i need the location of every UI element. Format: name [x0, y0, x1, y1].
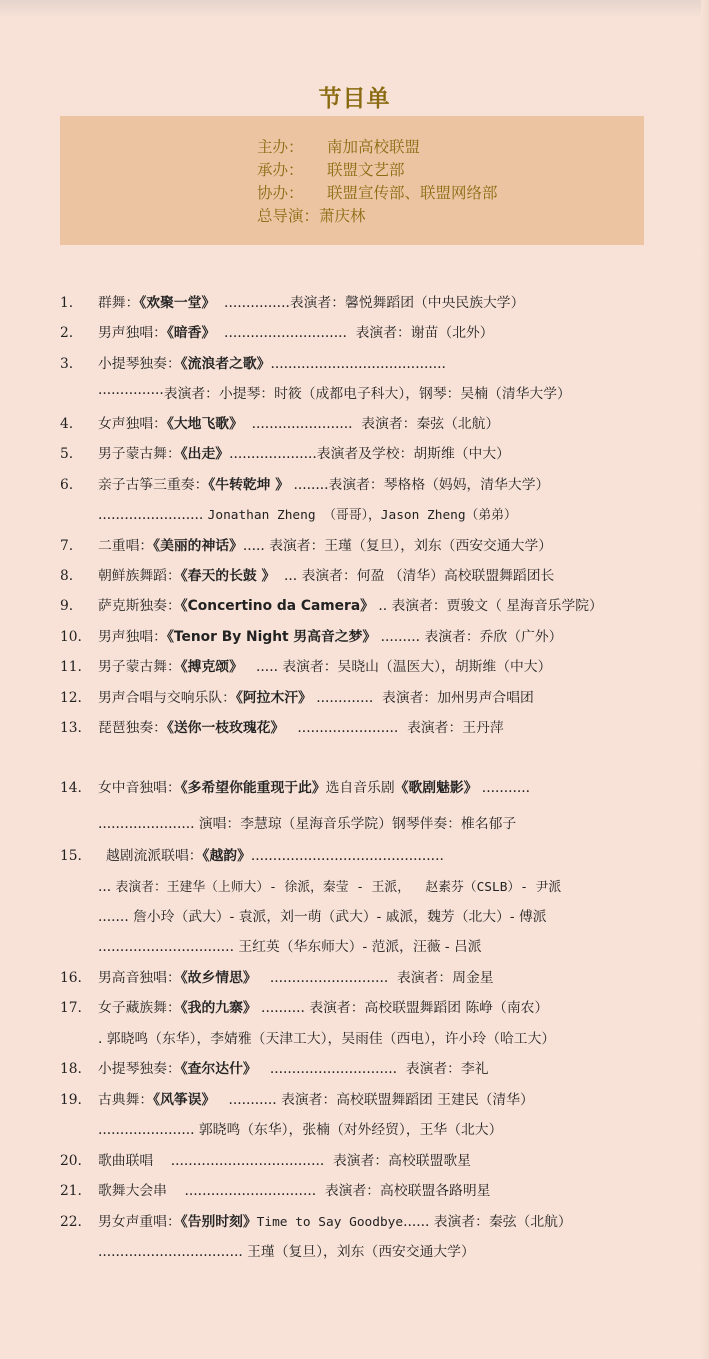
program-performers: 表演者：高校联盟舞蹈团 陈峥（南农） — [309, 1000, 549, 1016]
program-type: 女声独唱： — [98, 416, 167, 432]
program-row — [0, 474, 709, 496]
dot-leader: ........... — [477, 780, 531, 796]
program-performers: 表演者：高校联盟歌星 — [333, 1153, 471, 1169]
program-performers: 表演者：谢苗（北外） — [355, 325, 494, 341]
program-title: 《查尔达什》 — [180, 1061, 257, 1077]
dot-leader: ......... — [376, 629, 425, 645]
program-row — [0, 626, 709, 648]
program-number: 16. — [60, 970, 82, 986]
organizer-value: 南加高校联盟 — [327, 138, 421, 156]
program-type: 琵琶独奏： — [98, 720, 167, 736]
program-title: 《欢聚一堂》 — [139, 295, 216, 311]
program-title: 《我的九寨》 — [180, 1000, 257, 1016]
program-title: 《故乡情思》 — [180, 970, 257, 986]
program-content — [98, 1150, 643, 1172]
program-number: 14. — [60, 780, 82, 796]
program-type: 女子藏族舞： — [98, 1000, 181, 1016]
dot-leader: ............................ — [215, 325, 356, 341]
program-row — [0, 1150, 709, 1172]
program-performers: 郭晓鸣（东华），张楠（对外经贸），王华（北大） — [198, 1122, 503, 1138]
program-type: 女中音独唱： — [98, 780, 181, 796]
program-title-secondary: 《歌剧魅影》 — [394, 780, 478, 796]
program-number: 9. — [60, 598, 74, 614]
program-row — [0, 876, 709, 898]
dot-leader: ... — [275, 568, 302, 584]
dot-leader: ............................................ — [250, 848, 444, 864]
program-type: 男声独唱： — [98, 629, 167, 645]
program-row — [0, 845, 709, 867]
program-content — [98, 687, 643, 709]
program-row — [0, 777, 709, 799]
dot-leader: ............. — [311, 690, 383, 706]
dot-leader: ....................... — [284, 720, 408, 736]
program-title: 《Concertino da Camera》 — [180, 598, 374, 614]
program-performers: 表演者：高校联盟各路明星 — [324, 1183, 491, 1199]
program-row — [0, 1058, 709, 1080]
dot-leader: .................... — [229, 446, 317, 462]
program-title: 《暗香》 — [166, 325, 216, 341]
dot-leader: ........ — [289, 477, 329, 493]
program-row — [0, 292, 709, 314]
program-row — [0, 936, 709, 958]
program-number: 15. — [60, 848, 82, 864]
program-title: 《牛转乾坤 》 — [208, 477, 290, 493]
program-row — [0, 997, 709, 1019]
program-number: 4. — [60, 416, 74, 432]
program-performers: 表演者：秦弦（北航） — [433, 1214, 572, 1230]
program-row — [0, 1089, 709, 1111]
program-content — [98, 443, 643, 465]
dot-leader: .............................. — [166, 1183, 325, 1199]
organizer-label: 协办： — [257, 184, 304, 202]
program-performers: 表演者：馨悦舞蹈团（中央民族大学） — [289, 295, 525, 311]
program-content — [98, 353, 643, 375]
program-content — [98, 413, 643, 435]
dot-leader: ...... — [403, 1214, 434, 1230]
program-row — [0, 595, 709, 617]
program-performers: 表演者：贾骏文（ 星海音乐学院） — [391, 598, 603, 614]
program-content — [98, 1028, 643, 1050]
program-performers: 表演者：加州男声合唱团 — [382, 690, 534, 706]
program-content — [98, 906, 643, 928]
dot-leader: ...................... — [98, 1122, 199, 1138]
program-type: 男声合唱与交响乐队： — [98, 690, 236, 706]
dot-leader: ................................... — [153, 1153, 333, 1169]
program-content — [98, 595, 643, 617]
program-type: 萨克斯独奏： — [98, 598, 181, 614]
program-number: 22. — [60, 1214, 82, 1230]
program-title: 《流浪者之歌》 — [180, 356, 271, 372]
organizer-value: 联盟宣传部、联盟网络部 — [327, 184, 498, 202]
program-content — [98, 1089, 643, 1111]
program-type: 歌舞大会串 — [98, 1183, 167, 1199]
program-number: 21. — [60, 1183, 82, 1199]
program-number: 2. — [60, 325, 74, 341]
program-content — [98, 1058, 643, 1080]
program-number: 6. — [60, 477, 74, 493]
program-row — [0, 443, 709, 465]
dot-leader: ....... — [98, 909, 134, 925]
program-row — [0, 322, 709, 344]
program-type: 男子蒙古舞： — [98, 659, 181, 675]
program-title: 《越韵》 — [202, 848, 251, 864]
program-title: 《告别时刻》 — [180, 1214, 257, 1230]
program-performers: 演唱：李慧琼（星海音乐学院）钢琴伴奏：椎名郁子 — [198, 816, 517, 832]
dot-leader: ........... — [215, 1092, 282, 1108]
dot-leader: . — [98, 1031, 107, 1047]
page-title: 节目单 — [318, 86, 391, 112]
dot-leader: ............................... — [98, 939, 239, 955]
program-performers: 表演者：小提琴：时筱（成都电子科大），钢琴：吴楠（清华大学） — [163, 386, 571, 402]
program-content — [98, 777, 643, 799]
program-content — [98, 717, 643, 739]
program-title: 《春天的长鼓 》 — [180, 568, 276, 584]
organizer-label: 主办： — [257, 138, 304, 156]
program-row — [0, 717, 709, 739]
program-title: 《风筝误》 — [153, 1092, 216, 1108]
program-subtitle: 选自音乐剧 — [325, 780, 395, 796]
program-row — [0, 504, 709, 526]
program-row — [0, 565, 709, 587]
program-content — [98, 876, 643, 899]
dot-leader: ..... — [242, 538, 270, 554]
program-row — [0, 967, 709, 989]
dot-leader: ............... — [215, 295, 290, 311]
top-shadow — [0, 0, 709, 18]
program-content — [98, 656, 643, 678]
program-performers: 郭晓鸣（东华），李婧雅（天津工大），吴雨佳（西电），许小玲（哈工大） — [106, 1031, 556, 1047]
program-subtitle: Time to Say Goodbye — [256, 1215, 404, 1230]
program-number: 8. — [60, 568, 74, 584]
program-row — [0, 383, 709, 405]
program-performers: 表演者：何盈 （清华）高校联盟舞蹈团长 — [301, 568, 555, 584]
program-type: 歌曲联唱 — [98, 1153, 154, 1169]
program-content — [98, 997, 643, 1019]
dot-leader: ....................... — [242, 416, 362, 432]
program-content — [98, 292, 643, 314]
organizer-director — [257, 205, 366, 227]
program-number: 19. — [60, 1092, 82, 1108]
program-number: 1. — [60, 295, 74, 311]
program-number: 10. — [60, 629, 82, 645]
program-type: 男子蒙古舞： — [98, 446, 181, 462]
program-type: 古典舞： — [98, 1092, 154, 1108]
program-performers: 表演者：吴晓山（温医大），胡斯维（中大） — [282, 659, 552, 675]
program-title: 《搏克颂》 — [180, 659, 243, 675]
program-title: 《Tenor By Night 男高音之梦》 — [166, 629, 377, 645]
organizer-host — [257, 136, 420, 158]
program-type: 亲子古筝三重奏： — [98, 477, 209, 493]
program-performers: 詹小玲（武大）- 袁派，刘一萌（武大）- 戚派，魏芳（北大）- 傅派 — [133, 909, 547, 925]
program-performers: 表演者：王瑾（复旦），刘东（西安交通大学） — [269, 538, 553, 554]
program-title: 《大地飞歌》 — [166, 416, 243, 432]
program-row — [0, 1211, 709, 1233]
organizer-label: 承办： — [257, 161, 304, 179]
program-title: 《出走》 — [180, 446, 230, 462]
program-row — [0, 906, 709, 928]
program-performers: 表演者：王建华（上师大）- 徐派，秦莹 - 王派， 赵素芬（CSLB）- 尹派 — [115, 880, 562, 895]
program-performers: 表演者：李礼 — [405, 1061, 489, 1077]
program-performers: Jonathan Zheng （哥哥），Jason Zheng（弟弟） — [207, 508, 517, 523]
program-performers: 表演者：乔欣（广外） — [424, 629, 563, 645]
program-content — [106, 845, 643, 867]
program-number: 5. — [60, 446, 74, 462]
dot-leader: ... — [98, 879, 116, 895]
program-performers: 表演者及学校：胡斯维（中大） — [316, 446, 510, 462]
dot-leader: ...................... — [98, 816, 199, 832]
program-type: 群舞： — [98, 295, 140, 311]
program-type: 越剧流派联唱： — [106, 848, 203, 864]
dot-leader: ................................. — [98, 1244, 248, 1260]
program-number: 11. — [60, 659, 82, 675]
program-row — [0, 1028, 709, 1050]
program-content — [98, 1119, 643, 1141]
program-number: 3. — [60, 356, 74, 372]
program-content — [98, 383, 643, 405]
program-content — [98, 1211, 643, 1234]
program-number: 17. — [60, 1000, 82, 1016]
program-number: 13. — [60, 720, 82, 736]
program-performers: 表演者：秦弦（北航） — [361, 416, 500, 432]
program-performers: 表演者：王丹萍 — [407, 720, 504, 736]
program-content — [98, 474, 643, 496]
program-row — [0, 656, 709, 678]
dot-leader: ..... — [242, 659, 283, 675]
program-number: 20. — [60, 1153, 82, 1169]
program-content — [98, 565, 643, 587]
program-type: 朝鲜族舞蹈： — [98, 568, 181, 584]
program-content — [98, 504, 643, 527]
organizer-value: 萧庆林 — [319, 207, 366, 225]
program-content — [98, 936, 643, 958]
program-content — [98, 626, 643, 648]
program-content — [98, 322, 643, 344]
organizer-undertaker — [257, 159, 405, 181]
dot-leader: .......... — [256, 1000, 310, 1016]
program-title: 《送你一枝玫瑰花》 — [166, 720, 285, 736]
dot-leader: ........................................ — [270, 356, 446, 372]
program-row — [0, 1180, 709, 1202]
program-number: 18. — [60, 1061, 82, 1077]
dot-leader: .. — [373, 598, 392, 614]
dot-leader: ··············· — [98, 386, 164, 402]
organizer-value: 联盟文艺部 — [327, 161, 405, 179]
program-performers: 表演者：周金星 — [397, 970, 494, 986]
program-type: 男声独唱： — [98, 325, 167, 341]
program-performers: 表演者：琴格格（妈妈，清华大学） — [328, 477, 550, 493]
program-content — [98, 1241, 643, 1263]
program-type: 小提琴独奏： — [98, 1061, 181, 1077]
program-row — [0, 687, 709, 709]
program-content — [98, 1180, 643, 1202]
program-number: 12. — [60, 690, 82, 706]
organizer-coorganizer — [257, 182, 498, 204]
dot-leader: ........................... — [256, 970, 398, 986]
program-number: 7. — [60, 538, 74, 554]
program-title: 《阿拉木汗》 — [235, 690, 312, 706]
dot-leader: ........................ — [98, 507, 208, 523]
program-performers: 王红英（华东师大）- 范派，汪薇 - 吕派 — [238, 939, 482, 955]
program-type: 二重唱： — [98, 538, 154, 554]
program-row — [0, 1119, 709, 1141]
program-content — [98, 967, 643, 989]
program-content — [98, 535, 643, 557]
program-content — [98, 813, 643, 835]
program-performers: 王瑾（复旦），刘东（西安交通大学） — [247, 1244, 475, 1260]
organizer-label: 总导演： — [257, 207, 320, 225]
program-performers: 表演者：高校联盟舞蹈团 王建民（清华） — [281, 1092, 534, 1108]
program-row — [0, 413, 709, 435]
program-row — [0, 353, 709, 375]
program-type: 男女声重唱： — [98, 1214, 181, 1230]
program-title: 《多希望你能重现于此》 — [180, 780, 326, 796]
program-type: 小提琴独奏： — [98, 356, 181, 372]
program-row — [0, 813, 709, 835]
program-row — [0, 535, 709, 557]
dot-leader: ............................. — [256, 1061, 406, 1077]
program-title: 《美丽的神话》 — [153, 538, 243, 554]
program-row — [0, 1241, 709, 1263]
program-type: 男高音独唱： — [98, 970, 181, 986]
